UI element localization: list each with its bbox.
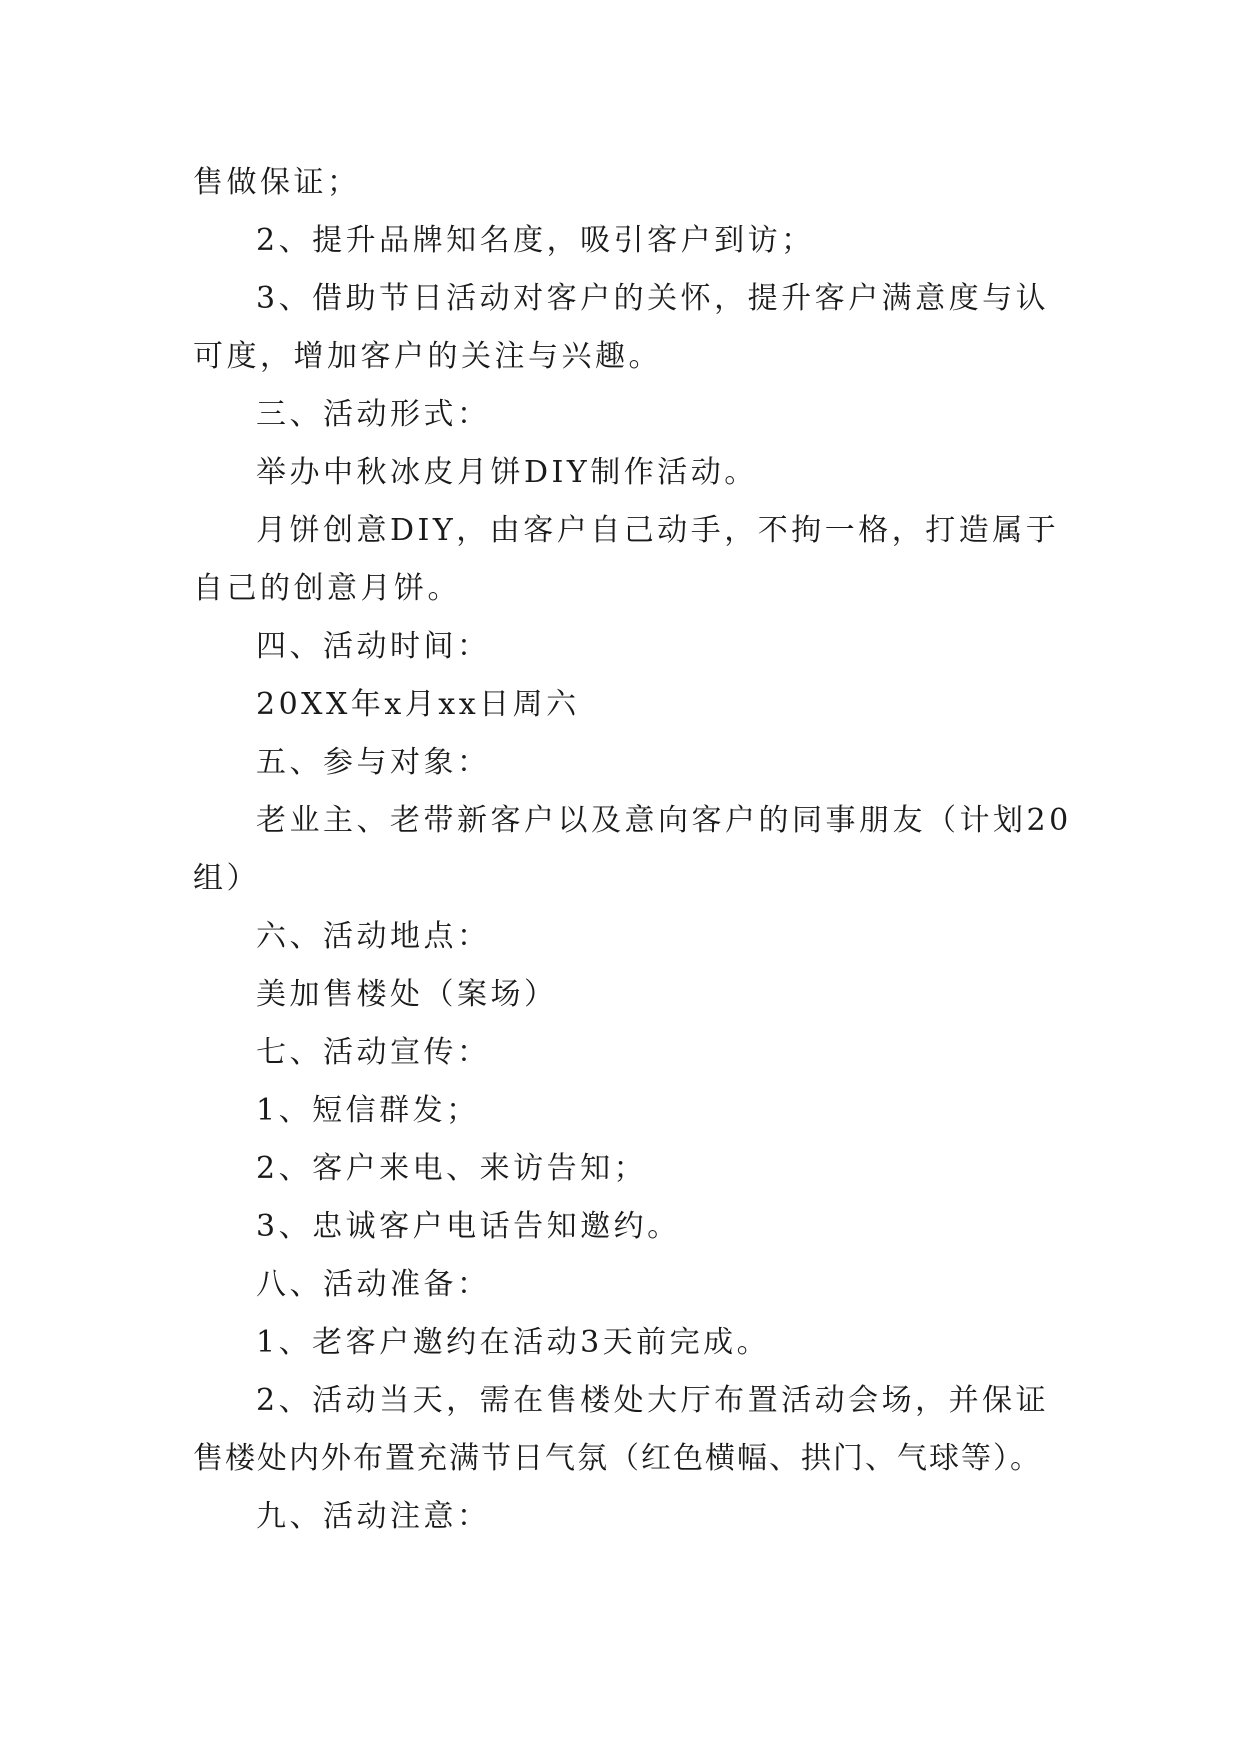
section-heading: 九、活动注意： bbox=[256, 1499, 491, 1534]
text-line: 3、借助节日活动对客户的关怀，提升客户满意度与认 bbox=[256, 281, 1050, 316]
text-line: 售楼处内外布置充满节日气氛（红色横幅、拱门、气球等）。 bbox=[193, 1441, 1042, 1476]
section-heading: 八、活动准备： bbox=[256, 1267, 491, 1302]
text-line: 美加售楼处（案场） bbox=[256, 977, 558, 1012]
section-heading: 五、参与对象： bbox=[256, 745, 491, 780]
section-heading: 四、活动时间： bbox=[256, 629, 491, 664]
text-line: 3、忠诚客户电话告知邀约。 bbox=[256, 1209, 681, 1244]
text-line: 举办中秋冰皮月饼DIY制作活动。 bbox=[256, 455, 758, 490]
text-line: 20XX年x月xx日周六 bbox=[256, 687, 580, 722]
text-line: 老业主、老带新客户以及意向客户的同事朋友（计划20 bbox=[256, 803, 1072, 838]
text-line: 组） bbox=[193, 861, 260, 896]
text-line: 1、短信群发； bbox=[256, 1093, 480, 1128]
text-line: 月饼创意DIY，由客户自己动手，不拘一格，打造属于 bbox=[256, 513, 1060, 548]
text-line: 自己的创意月饼。 bbox=[193, 571, 461, 606]
text-line: 2、客户来电、来访告知； bbox=[256, 1151, 648, 1186]
text-line: 1、老客户邀约在活动3天前完成。 bbox=[256, 1325, 771, 1360]
section-heading: 三、活动形式： bbox=[256, 397, 491, 432]
text-line: 2、提升品牌知名度，吸引客户到访； bbox=[256, 223, 815, 258]
section-heading: 六、活动地点： bbox=[256, 919, 491, 954]
section-heading: 七、活动宣传： bbox=[256, 1035, 491, 1070]
text-line: 2、活动当天，需在售楼处大厅布置活动会场，并保证 bbox=[256, 1383, 1050, 1418]
text-line: 可度，增加客户的关注与兴趣。 bbox=[193, 339, 662, 374]
text-line: 售做保证； bbox=[193, 165, 361, 200]
